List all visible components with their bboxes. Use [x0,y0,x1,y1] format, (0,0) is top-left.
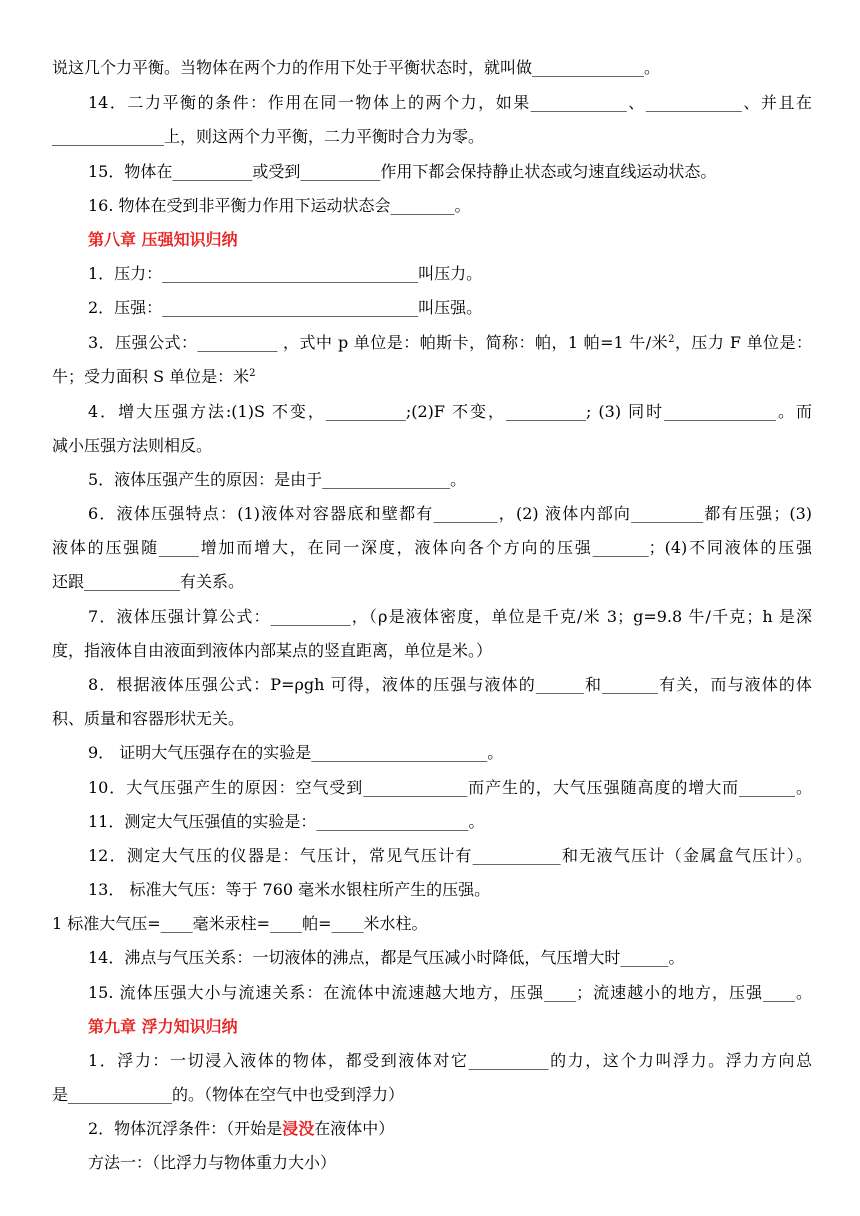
text-line: 14．二力平衡的条件：作用在同一物体上的两个力，如果____________、____________、并且在 [88,93,812,112]
formula-text: 3．压强公式：__________ ，式中 p 单位是：帕斯卡，简称：帕，1 帕=1 牛/米 [88,333,669,352]
text-line: 还跟____________有关系。 [52,572,245,591]
text-line: 14．沸点与气压关系：一切液体的沸点，都是气压减小时降低，气压增大时______。 [88,948,685,967]
superscript: 2 [668,334,675,345]
text-line: 12．测定大气压的仪器是：气压计，常见气压计有___________和无液气压计（金属盒气压计）。 [88,846,812,865]
text-line: 减小压强方法则相反。 [52,436,213,455]
float-condition-text: 在液体中） [314,1119,395,1138]
text-line: 2．压强：________________________________叫压强。 [88,298,483,317]
chapter-heading: 第八章 压强知识归纳 [88,230,238,249]
text-line: 是_____________的。（物体在空气中也受到浮力） [52,1085,405,1104]
text-line: 度，指液体自由液面到液体内部某点的竖直距离，单位是米。） [52,641,493,660]
text-line: 1．浮力：一切浸入液体的物体，都受到液体对它__________的力，这个力叫浮力。浮力方向总 [88,1051,812,1070]
formula-text: 牛；受力面积 S 单位是：米 [52,367,250,386]
text-line: 9． 证明大气压强存在的实验是______________________。 [88,743,504,762]
text-line: 5．液体压强产生的原因：是由于________________。 [88,470,467,489]
float-condition-text: 2．物体沉浮条件：（开始是 [88,1119,283,1138]
text-line [52,366,812,388]
text-line [88,1118,812,1140]
text-line [88,332,812,354]
text-line: 1．压力：________________________________叫压力。 [88,264,483,283]
text-line: 积、质量和容器形状无关。 [52,709,245,728]
text-line: 7．液体压强计算公式：__________，（ρ是液体密度，单位是千克/米 3；g=9.8 牛/千克；h 是深 [88,607,812,626]
text-line: 15. 流体压强大小与流速关系：在流体中流速越大地方，压强____；流速越小的地方，压强____。 [88,983,812,1002]
text-line: 6．液体压强特点：(1)液体对容器底和壁都有________，(2) 液体内部向_________都有压强；(3) [88,504,812,523]
text-line: 液体的压强随_____增加而增大，在同一深度，液体向各个方向的压强_______；(4)不同液体的压强 [52,538,812,557]
text-line: ______________上，则这两个力平衡，二力平衡时合力为零。 [52,127,485,146]
text-line: 说这几个力平衡。当物体在两个力的作用下处于平衡状态时，就叫做______________。 [52,58,661,77]
text-line: 8．根据液体压强公式：P=ρgh 可得，液体的压强与液体的______和_______有关，而与液体的体 [88,675,812,694]
text-line: 1 标准大气压=____毫米汞柱=____帕=____米水柱。 [52,914,428,933]
superscript: 2 [249,368,256,379]
text-line: 15．物体在__________或受到__________作用下都会保持静止状态或匀速直线运动状态。 [88,162,717,181]
text-line: 16. 物体在受到非平衡力作用下运动状态会________。 [88,196,471,215]
text-line: 13． 标准大气压：等于 760 毫米水银柱所产生的压强。 [88,880,491,899]
text-line: 11．测定大气压强值的实验是：___________________。 [88,812,485,831]
highlight-text: 浸没 [282,1119,315,1138]
chapter-heading: 第九章 浮力知识归纳 [88,1017,238,1036]
text-line: 方法一：（比浮力与物体重力大小） [88,1153,337,1172]
formula-text: ，压力 F 单位是： [674,333,812,352]
text-line: 10．大气压强产生的原因：空气受到_____________而产生的，大气压强随高度的增大而_______。 [88,778,812,797]
text-line: 4．增大压强方法:(1)S 不变，__________;(2)F 不变，__________; (3) 同时______________。而 [88,402,812,421]
